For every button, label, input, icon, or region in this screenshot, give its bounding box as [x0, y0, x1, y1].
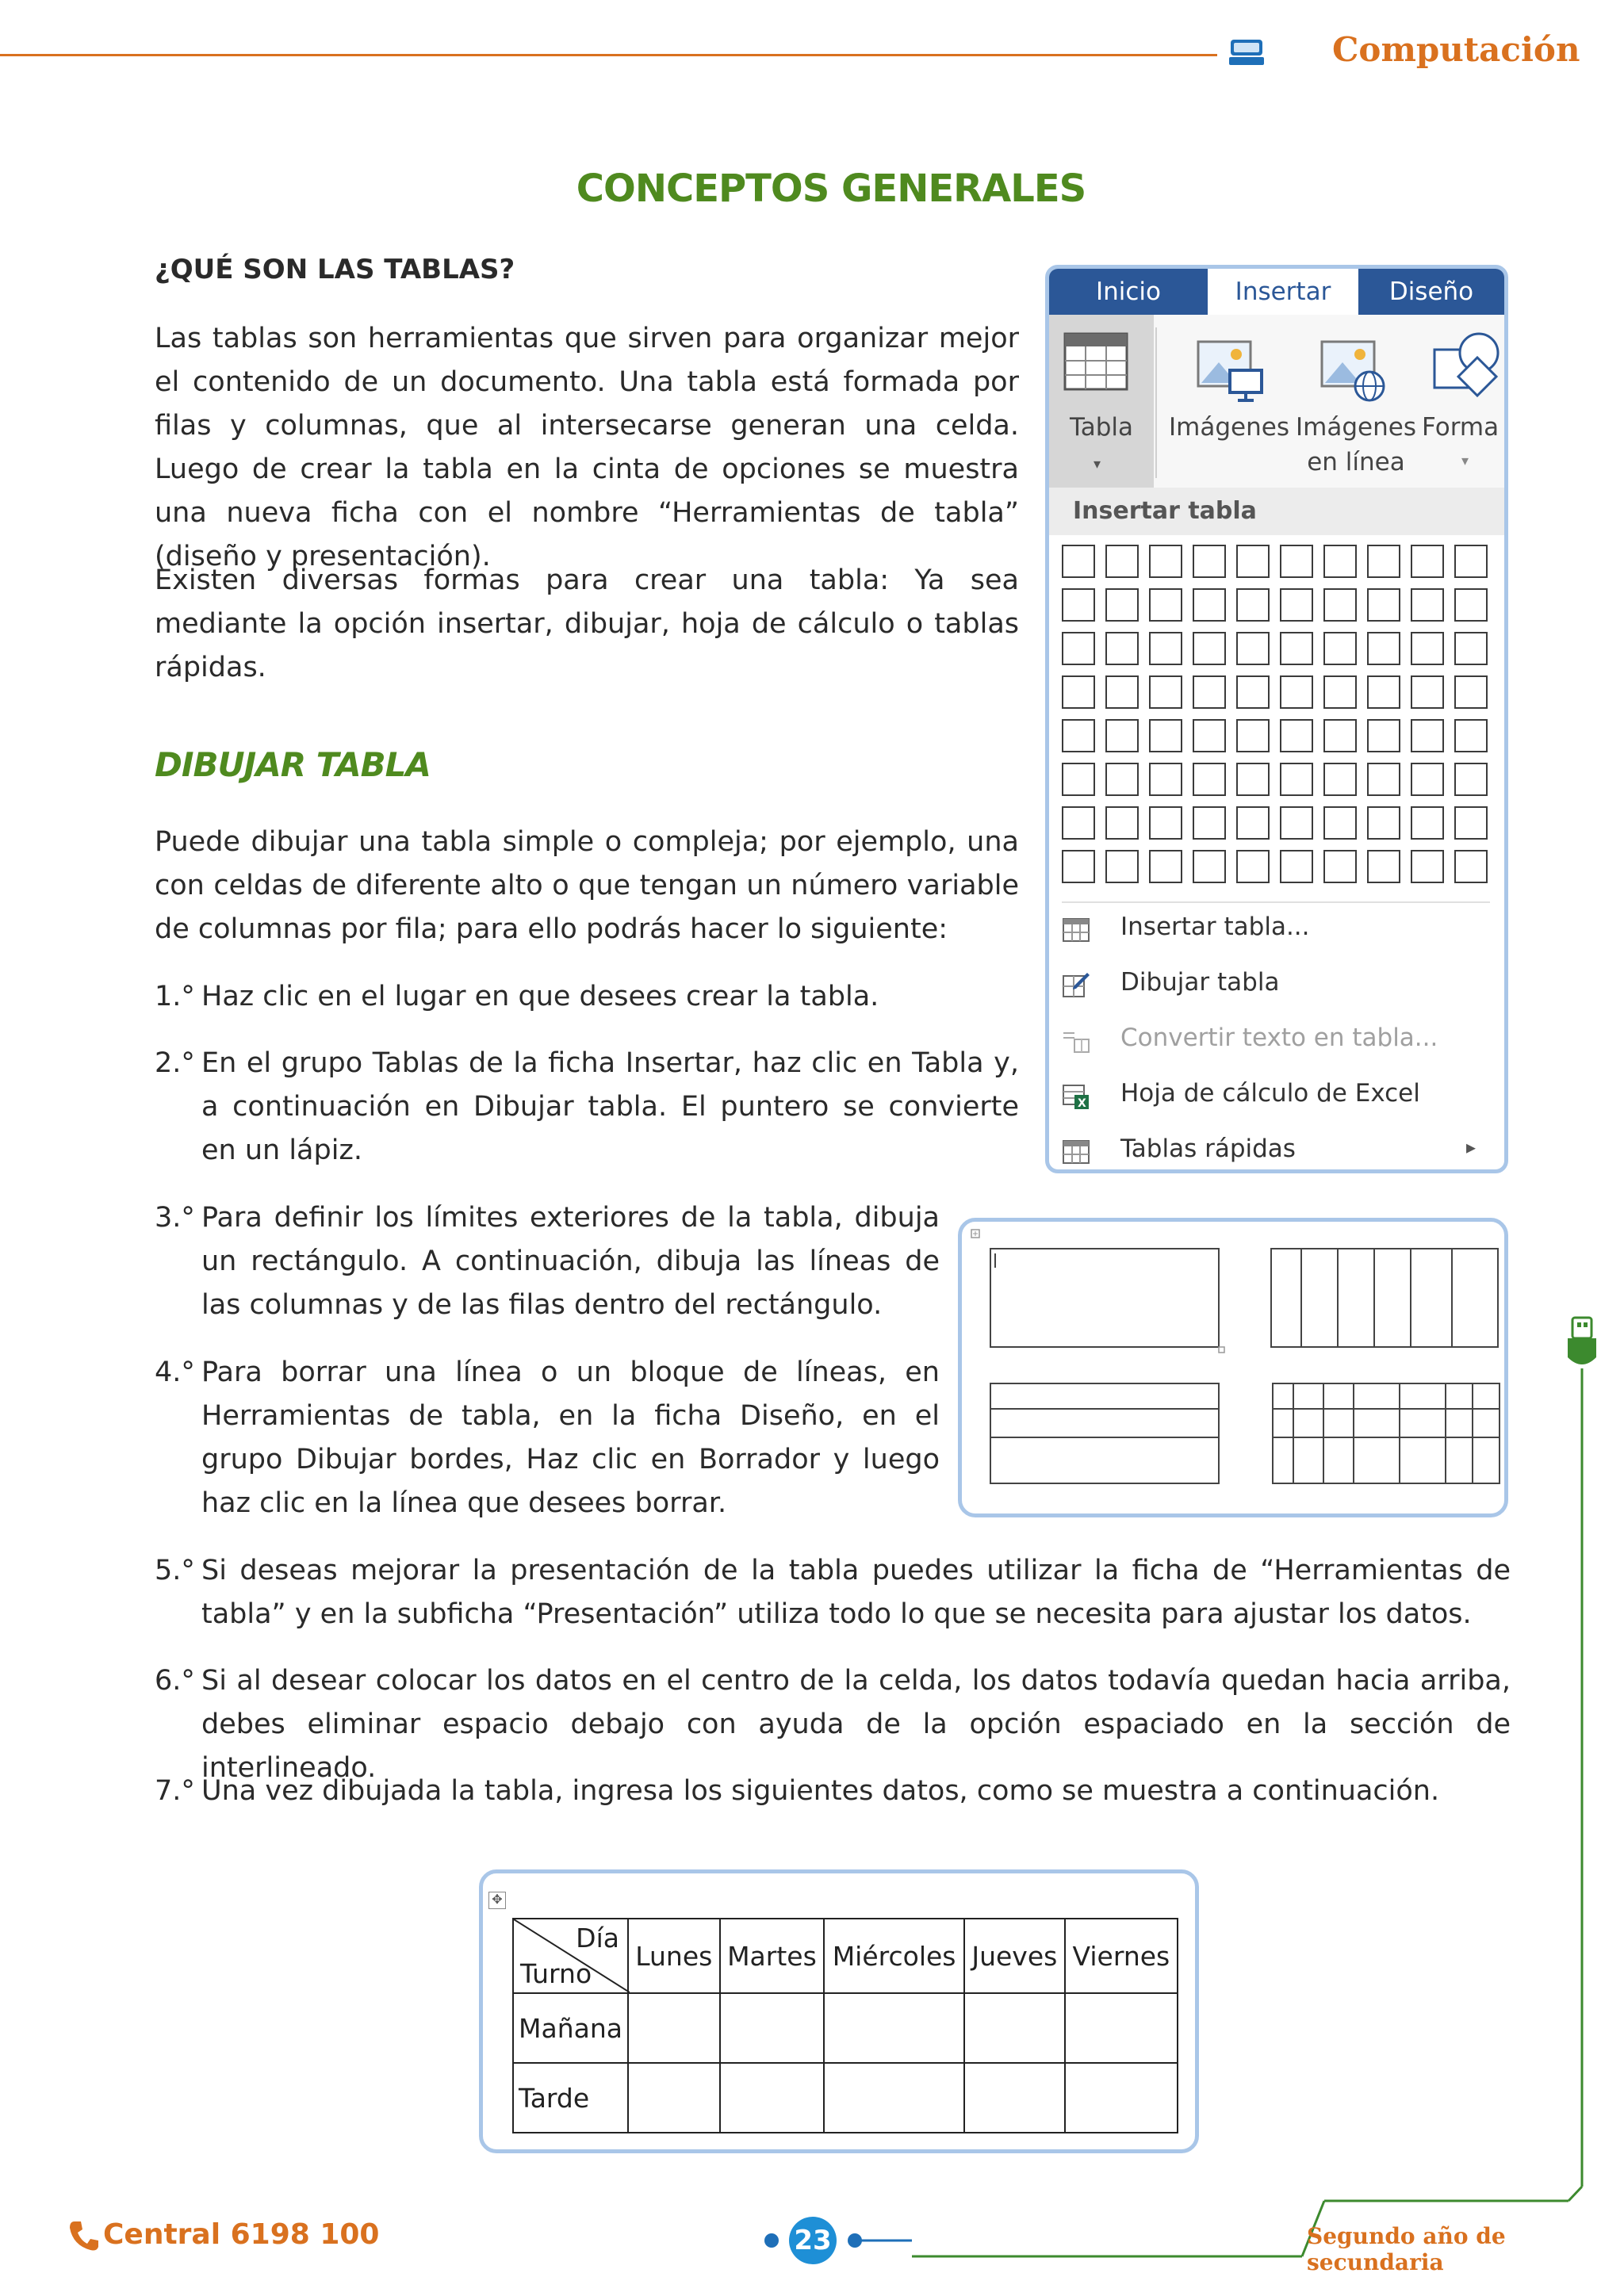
tabla-label: Tabla [1069, 413, 1134, 442]
grid-cell[interactable] [1323, 588, 1357, 622]
menu-item-quick-tables[interactable]: Tablas rápidas ▸ [1049, 1128, 1501, 1173]
paragraph-ways: Existen diversas formas para crear una tabla: Ya sea mediante la opción insertar, dibujar, hoja de cálculo o tablas rápidas. [155, 564, 1019, 683]
menu-item-excel-sheet[interactable]: X Hoja de cálculo de Excel [1049, 1073, 1501, 1120]
grid-cell[interactable] [1062, 719, 1095, 752]
grid-cell[interactable] [1367, 850, 1400, 883]
grid-cell[interactable] [1411, 632, 1444, 665]
ribbon-tab-bar [1049, 269, 1504, 315]
grid-cell[interactable] [1367, 675, 1400, 709]
grid-cell[interactable] [1236, 632, 1270, 665]
grid-cell[interactable] [1323, 806, 1357, 840]
table-icon [1062, 1138, 1090, 1166]
day-header: Jueves [964, 1919, 1065, 1993]
ribbon-separator [1155, 327, 1157, 478]
shift-label: Tarde [513, 2063, 628, 2133]
grid-cell[interactable] [1236, 545, 1270, 578]
tabla-button[interactable] [1049, 315, 1154, 488]
empty-cell[interactable] [720, 2063, 825, 2133]
imagenes-linea-label-2: en línea [1307, 448, 1405, 476]
table-icon [1062, 916, 1090, 944]
header-rule [0, 54, 1217, 56]
page-number: 23 [794, 2225, 832, 2256]
imagenes-label[interactable]: Imágenes [1169, 413, 1289, 442]
grid-cell[interactable] [1454, 806, 1488, 840]
grid-cell[interactable] [1105, 850, 1139, 883]
grid-cell[interactable] [1411, 806, 1444, 840]
grid-cell[interactable] [1149, 632, 1182, 665]
menu-item-insert-table[interactable]: Insertar tabla... [1049, 906, 1501, 954]
grid-cell[interactable] [1280, 632, 1313, 665]
grid-cell[interactable] [1149, 545, 1182, 578]
menu-item-draw-table[interactable]: Dibujar tabla [1049, 962, 1501, 1009]
day-header: Viernes [1065, 1919, 1178, 1993]
list-item: 2.° En el grupo Tablas de la ficha Insertar, haz clic en Tabla y, a continuación en Dibujar tabla. El puntero se convierte en un lápiz. [155, 1047, 1019, 1166]
grid-cell[interactable] [1280, 588, 1313, 622]
grid-cell[interactable] [1454, 719, 1488, 752]
grid-cell[interactable] [1280, 850, 1313, 883]
empty-cell[interactable] [628, 2063, 720, 2133]
grid-cell[interactable] [1062, 545, 1095, 578]
grid-cell[interactable] [1236, 806, 1270, 840]
grid-cell[interactable] [1062, 763, 1095, 796]
grid-cell[interactable] [1193, 806, 1226, 840]
grid-cell[interactable] [1105, 806, 1139, 840]
excel-icon [1062, 1082, 1090, 1111]
grid-cell[interactable] [1149, 850, 1182, 883]
grid-cell[interactable] [1062, 806, 1095, 840]
grid-cell[interactable] [1280, 545, 1313, 578]
section-heading-tables: ¿QUÉ SON LAS TABLAS? [155, 254, 515, 285]
grid-cell[interactable] [1280, 719, 1313, 752]
grid-cell[interactable] [1149, 675, 1182, 709]
grid-cell[interactable] [1193, 588, 1226, 622]
empty-cell[interactable] [720, 1993, 825, 2063]
pencil-table-icon [1062, 971, 1090, 1000]
grid-cell[interactable] [1105, 763, 1139, 796]
grid-cell[interactable] [1323, 545, 1357, 578]
list-item: 7.° Una vez dibujada la tabla, ingresa los siguientes datos, como se muestra a continuación. [155, 1775, 1440, 1807]
convert-text-icon [1062, 1027, 1090, 1055]
grid-cell[interactable] [1411, 545, 1444, 578]
grid-cell[interactable] [1149, 588, 1182, 622]
grid-cell[interactable] [1193, 719, 1226, 752]
list-item: 5.° Si deseas mejorar la presentación de la tabla puedes utilizar la ficha de “Herramientas de tabla” y en la subficha “Presentación” utiliza todo lo que se necesita para ajustar los datos. [155, 1555, 1511, 1630]
chevron-down-icon: ▾ [1461, 453, 1469, 469]
menu-divider [1062, 901, 1490, 903]
section-heading-draw-table: DIBUJAR TABLA [155, 745, 431, 784]
grid-cell[interactable] [1105, 632, 1139, 665]
corner-day-label: Día [576, 1923, 619, 1954]
grid-cell[interactable] [1280, 763, 1313, 796]
page-number-decoration [761, 2217, 912, 2264]
grid-cell[interactable] [1411, 675, 1444, 709]
list-item: 6.° Si al desear colocar los datos en el centro de la celda, los datos todavía quedan hacia arriba, debes eliminar espacio debajo con ayuda de la opción espaciado en la sección de interlineado. [155, 1665, 1511, 1784]
grid-cell[interactable] [1236, 763, 1270, 796]
grid-cell[interactable] [1062, 850, 1095, 883]
ribbon-screenshot [1045, 265, 1508, 1173]
paragraph-definition: Las tablas son herramientas que sirven para organizar mejor el contenido de un documento. Una tabla está formada por filas y columnas, que al intersecarse generan una celda. Luego de crear la tabla en la cinta de opciones se muestra una nueva ficha con el nombre “Herramientas de tabla” (diseño y presentación). [155, 323, 1019, 572]
subject-title: Computación [1332, 30, 1580, 69]
grid-cell[interactable] [1193, 545, 1226, 578]
grid-cell[interactable] [1105, 545, 1139, 578]
grid-cell[interactable] [1454, 675, 1488, 709]
menu-item-convert-text: Convertir texto en tabla... [1049, 1017, 1501, 1065]
insert-table-dropdown-title: Insertar tabla [1049, 488, 1504, 535]
grid-cell[interactable] [1411, 719, 1444, 752]
table-size-grid[interactable] [1062, 545, 1498, 894]
grid-cell[interactable] [1105, 719, 1139, 752]
grid-cell[interactable] [1149, 719, 1182, 752]
svg-text:X: X [1078, 1097, 1086, 1110]
grid-cell[interactable] [1193, 675, 1226, 709]
grid-cell[interactable] [1367, 806, 1400, 840]
grid-cell[interactable] [1367, 632, 1400, 665]
grid-cell[interactable] [1367, 588, 1400, 622]
tab-diseno[interactable]: Diseño [1388, 277, 1474, 306]
tab-insertar[interactable]: Insertar [1208, 269, 1358, 315]
imagenes-linea-label-1[interactable]: Imágenes [1296, 413, 1416, 442]
corner-shift-label: Turno [520, 1958, 592, 1989]
chevron-right-icon: ▸ [1466, 1136, 1477, 1158]
grid-cell[interactable] [1062, 632, 1095, 665]
grid-cell[interactable] [1454, 545, 1488, 578]
corner-cell [513, 1919, 628, 1993]
list-item: 1.° Haz clic en el lugar en que desees crear la tabla. [155, 981, 879, 1012]
grid-cell[interactable] [1367, 763, 1400, 796]
grid-cell[interactable] [1236, 675, 1270, 709]
grid-cell[interactable] [1454, 850, 1488, 883]
day-header: Miércoles [824, 1919, 964, 1993]
grid-cell[interactable] [1149, 806, 1182, 840]
table-move-handle-icon[interactable]: ✥ [488, 1892, 506, 1909]
picture-icon [1195, 334, 1266, 405]
grid-cell[interactable] [1454, 588, 1488, 622]
grid-cell[interactable] [1454, 632, 1488, 665]
grid-cell[interactable] [1411, 850, 1444, 883]
list-item: 4.° Para borrar una línea o un bloque de líneas, en Herramientas de tabla, en la ficha Diseño, en el grupo Dibujar bordes, Haz clic en Borrador y luego haz clic en la línea que desees borrar. [155, 1357, 940, 1519]
list-item: 3.° Para definir los límites exteriores de la tabla, dibuja un rectángulo. A continuación, dibuja las líneas de las columnas y de las filas dentro del rectángulo. [155, 1202, 940, 1321]
grid-cell[interactable] [1367, 719, 1400, 752]
chevron-down-icon: ▾ [1094, 456, 1101, 473]
grid-cell[interactable] [1411, 588, 1444, 622]
grid-cell[interactable] [1367, 545, 1400, 578]
grid-cell[interactable] [1323, 850, 1357, 883]
grid-cell[interactable] [1193, 763, 1226, 796]
grid-cell[interactable] [1149, 763, 1182, 796]
grid-cell[interactable] [1323, 719, 1357, 752]
footer-phone: Central 6198 100 [103, 2218, 380, 2251]
tab-inicio[interactable]: Inicio [1095, 277, 1162, 306]
phone-icon [67, 2218, 102, 2253]
grid-cell[interactable] [1236, 588, 1270, 622]
grid-cell[interactable] [1323, 675, 1357, 709]
formas-label[interactable]: Forma [1422, 413, 1500, 442]
grid-cell[interactable] [1062, 675, 1095, 709]
grid-cell[interactable] [1193, 632, 1226, 665]
grid-cell[interactable] [1062, 588, 1095, 622]
grid-cell[interactable] [1193, 850, 1226, 883]
grid-cell[interactable] [1105, 675, 1139, 709]
paragraph-draw-intro: Puede dibujar una tabla simple o compleja; por ejemplo, una con celdas de diferente alto o que tengan un número variable de columnas por fila; para ello podrás hacer lo siguiente: [155, 826, 1019, 945]
grid-cell[interactable] [1323, 763, 1357, 796]
empty-cell[interactable] [628, 1993, 720, 2063]
shapes-icon [1430, 329, 1503, 408]
grid-cell[interactable] [1280, 806, 1313, 840]
grid-cell[interactable] [1411, 763, 1444, 796]
computer-icon [1228, 36, 1266, 68]
online-picture-icon [1319, 334, 1390, 405]
grid-cell[interactable] [1105, 588, 1139, 622]
shift-label: Mañana [513, 1993, 628, 2063]
day-header: Lunes [628, 1919, 720, 1993]
grid-cell[interactable] [1280, 675, 1313, 709]
table-icon [1063, 332, 1128, 391]
grid-cell[interactable] [1236, 719, 1270, 752]
grid-cell[interactable] [1323, 632, 1357, 665]
footer-grade: Segundo año de secundaria [1307, 2223, 1506, 2275]
day-header: Martes [720, 1919, 825, 1993]
grid-cell[interactable] [1454, 763, 1488, 796]
usb-cable-decoration [912, 1308, 1618, 2283]
grid-cell[interactable] [1236, 850, 1270, 883]
page-title: CONCEPTOS GENERALES [576, 166, 1086, 211]
